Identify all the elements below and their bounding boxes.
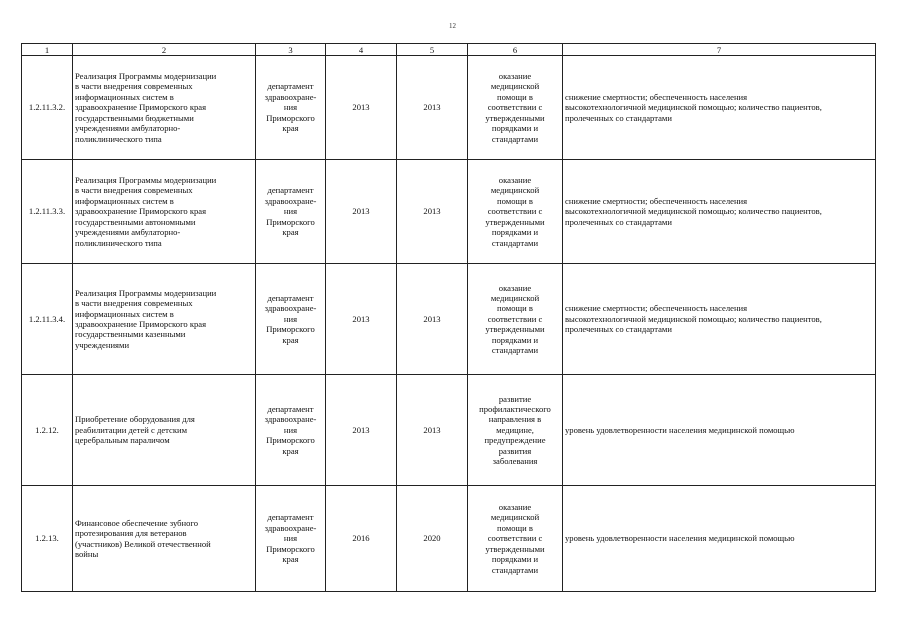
table-row xyxy=(22,264,876,375)
page-number: 12 xyxy=(449,22,456,30)
indicator: снижение смертности; обеспеченность населения высокотехнологичной медицинской помощью; количество пациентов, пролеченных со стандартами xyxy=(563,264,876,375)
executor-dept: департамент здравоохране- ния Приморского края xyxy=(256,264,326,375)
table-row xyxy=(22,486,876,592)
start-year: 2013 xyxy=(326,56,397,160)
header-col-3: 3 xyxy=(256,44,326,56)
end-year: 2013 xyxy=(397,160,468,264)
header-col-1: 1 xyxy=(22,44,73,56)
table-row xyxy=(22,375,876,486)
row-number: 1.2.13. xyxy=(22,486,73,592)
row-number: 1.2.11.3.3. xyxy=(22,160,73,264)
measure-name: Финансовое обеспечение зубного протезирования для ветеранов (участников) Великой отечественной войны xyxy=(73,486,256,592)
header-col-6: 6 xyxy=(468,44,563,56)
executor-dept: департамент здравоохране- ния Приморского края xyxy=(256,160,326,264)
end-year: 2013 xyxy=(397,375,468,486)
row-number: 1.2.11.3.2. xyxy=(22,56,73,160)
measure-name: Реализация Программы модернизации в части внедрения современных информационных систем в здравоохранение Приморского края государственными бюджетными учреждениями амбулаторно- поликлинического типа xyxy=(73,56,256,160)
expected-result: оказание медицинской помощи в соответствии с утвержденными порядками и стандартами xyxy=(468,486,563,592)
expected-result: оказание медицинской помощи в соответствии с утвержденными порядками и стандартами xyxy=(468,264,563,375)
indicator: снижение смертности; обеспеченность населения высокотехнологичной медицинской помощью; количество пациентов, пролеченных со стандартами xyxy=(563,56,876,160)
executor-dept: департамент здравоохране- ния Приморского края xyxy=(256,486,326,592)
program-table xyxy=(21,43,876,592)
indicator: уровень удовлетворенности населения медицинской помощью xyxy=(563,375,876,486)
end-year: 2013 xyxy=(397,56,468,160)
measure-name: Приобретение оборудования для реабилитации детей с детским церебральным параличом xyxy=(73,375,256,486)
indicator: снижение смертности; обеспеченность населения высокотехнологичной медицинской помощью; количество пациентов, пролеченных со стандартами xyxy=(563,160,876,264)
expected-result: оказание медицинской помощи в соответствии с утвержденными порядками и стандартами xyxy=(468,160,563,264)
indicator: уровень удовлетворенности населения медицинской помощью xyxy=(563,486,876,592)
expected-result: оказание медицинской помощи в соответствии с утвержденными порядками и стандартами xyxy=(468,56,563,160)
executor-dept: департамент здравоохране- ния Приморского края xyxy=(256,56,326,160)
start-year: 2013 xyxy=(326,375,397,486)
start-year: 2016 xyxy=(326,486,397,592)
header-col-7: 7 xyxy=(563,44,876,56)
start-year: 2013 xyxy=(326,160,397,264)
measure-name: Реализация Программы модернизации в части внедрения современных информационных систем в здравоохранение Приморского края государственными автономными учреждениями амбулаторно- поликлинического типа xyxy=(73,160,256,264)
table-row xyxy=(22,160,876,264)
start-year: 2013 xyxy=(326,264,397,375)
end-year: 2020 xyxy=(397,486,468,592)
expected-result: развитие профилактического направления в медицине, предупреждение развития заболевания xyxy=(468,375,563,486)
header-row xyxy=(22,44,876,56)
header-col-5: 5 xyxy=(397,44,468,56)
header-col-2: 2 xyxy=(73,44,256,56)
measure-name: Реализация Программы модернизации в части внедрения современных информационных систем в здравоохранение Приморского края государственными казенными учреждениями xyxy=(73,264,256,375)
executor-dept: департамент здравоохране- ния Приморского края xyxy=(256,375,326,486)
row-number: 1.2.12. xyxy=(22,375,73,486)
header-col-4: 4 xyxy=(326,44,397,56)
table-row xyxy=(22,56,876,160)
end-year: 2013 xyxy=(397,264,468,375)
row-number: 1.2.11.3.4. xyxy=(22,264,73,375)
